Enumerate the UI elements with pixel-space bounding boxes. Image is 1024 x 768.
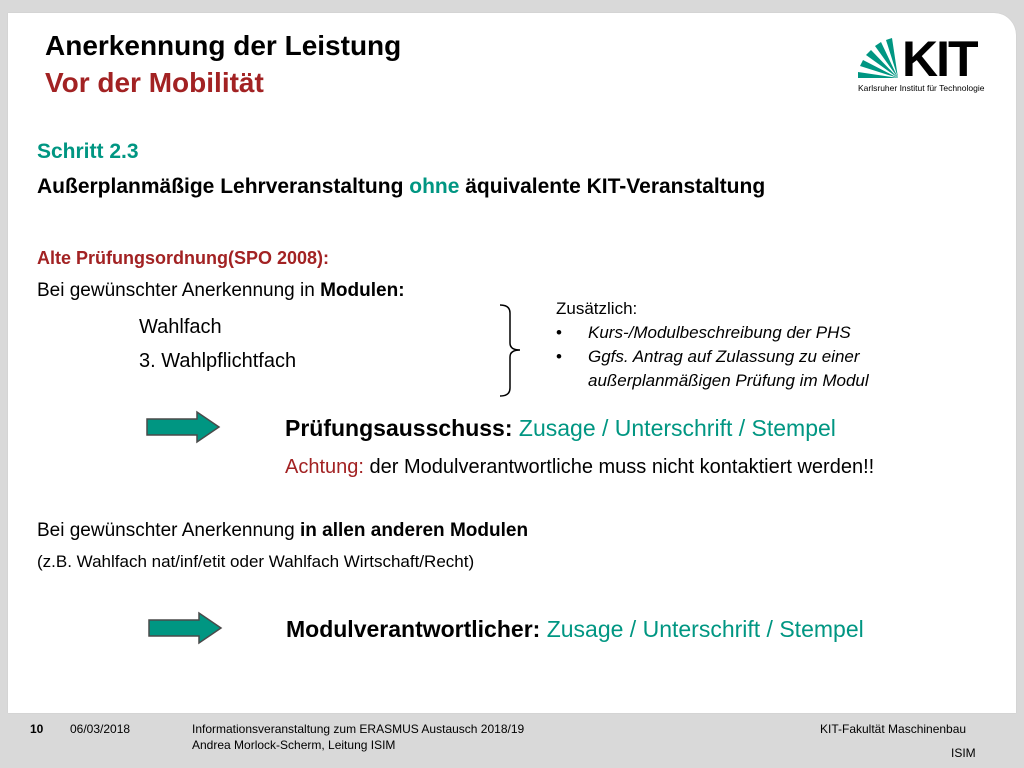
bullet-icon: • (556, 323, 562, 342)
section1-intro-bold: Modulen: (320, 280, 405, 301)
main-heading-post: äquivalente KIT-Veranstaltung (459, 175, 766, 198)
additional-item: außerplanmäßigen Prüfung im Modul (588, 371, 869, 390)
module-coordinator-result (286, 616, 864, 643)
page-number: 10 (30, 722, 44, 736)
footer-date: 06/03/2018 (70, 722, 131, 736)
section2-intro-text: Bei gewünschter Anerkennung (37, 520, 301, 541)
arrow-right-icon (147, 611, 223, 645)
additional-item: Kurs-/Modulbeschreibung der PHS (588, 323, 851, 342)
step-label: Schritt 2.3 (37, 140, 139, 163)
module-item: Wahlfach (139, 316, 222, 338)
slide-title: Anerkennung der Leistung (45, 30, 402, 61)
exam-board-result (285, 415, 836, 442)
additional-item: Ggfs. Antrag auf Zulassung zu einer (588, 347, 860, 366)
footer-faculty: KIT-Fakultät Maschinenbau (820, 722, 967, 736)
logo-text: KIT (902, 31, 977, 87)
exam-board-label: Prüfungsausschuss: (285, 415, 513, 441)
footer-event: Informationsveranstaltung zum ERASMUS Austausch 2018/19 (192, 722, 525, 736)
module-item: 3. Wahlpflichtfach (139, 350, 297, 372)
main-heading-highlight: ohne (409, 175, 460, 198)
section1-intro (37, 280, 405, 302)
arrow-right-icon (145, 410, 221, 444)
warning-message: der Modulverantwortliche muss nicht kontaktiert werden!! (363, 456, 875, 478)
section2-example: (z.B. Wahlfach nat/inf/etit oder Wahlfach Wirtschaft/Recht) (37, 552, 475, 571)
bullet-icon: • (556, 347, 562, 366)
section2-intro (37, 520, 528, 542)
warning-label: Achtung: (285, 456, 364, 478)
footer-presenter: Andrea Morlock-Scherm, Leitung ISIM (192, 738, 396, 752)
exam-board-actions: Zusage / Unterschrift / Stempel (512, 415, 836, 441)
old-regulation-label: Alte Prüfungsordnung(SPO 2008): (37, 248, 330, 268)
footer-unit: ISIM (951, 746, 976, 760)
main-heading-pre: Außerplanmäßige Lehrveranstaltung (37, 175, 410, 198)
warning-text (285, 456, 874, 479)
module-coordinator-actions: Zusage / Unterschrift / Stempel (540, 616, 864, 642)
additional-label: Zusätzlich: (556, 299, 638, 318)
logo-subtitle: Karlsruher Institut für Technologie (858, 83, 985, 93)
module-coordinator-label: Modulverantwortlicher: (286, 616, 541, 642)
section1-intro-text: Bei gewünschter Anerkennung in (37, 280, 321, 301)
main-heading (37, 175, 765, 199)
slide-subtitle: Vor der Mobilität (45, 67, 264, 98)
section2-intro-bold: in allen anderen Modulen (300, 520, 529, 541)
right-brace-icon (498, 303, 522, 398)
